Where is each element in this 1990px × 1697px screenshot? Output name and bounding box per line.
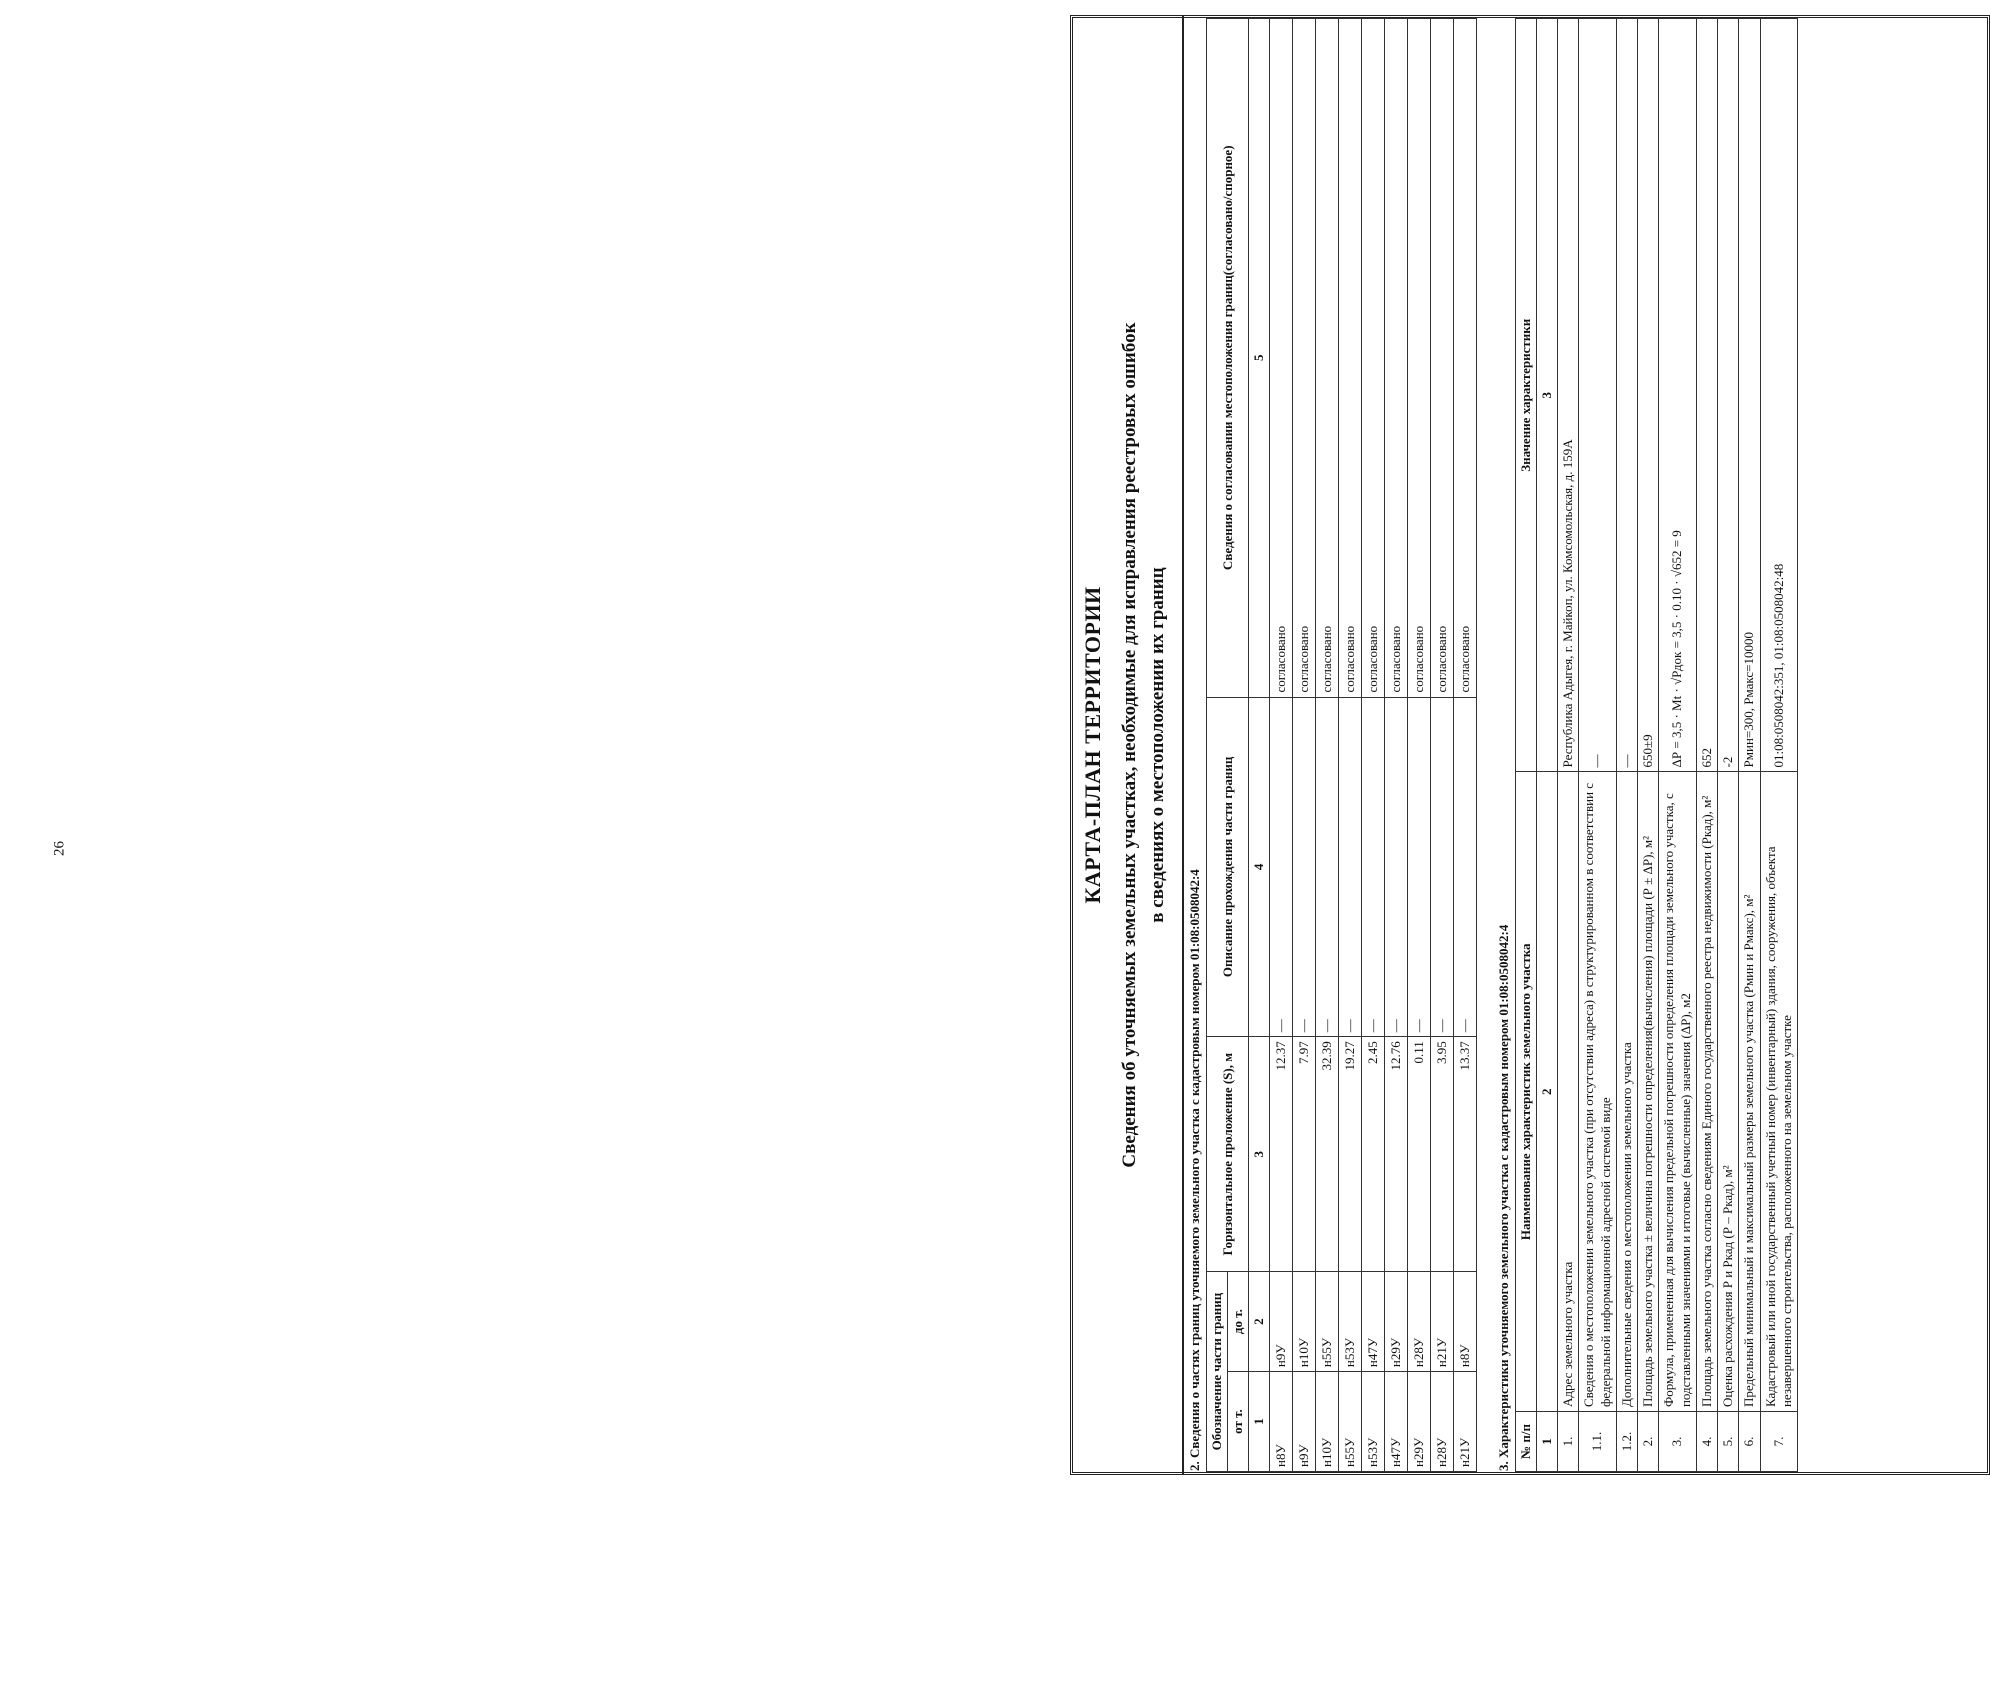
section2-heading: 2. Сведения о частях границ уточняемого земельного участка с кадастровым номером 01:08:0508042:4 xyxy=(1187,869,1202,1471)
cell-num: 7. xyxy=(1760,1412,1798,1472)
cell-agreement: согласовано xyxy=(1339,19,1362,698)
cell-description: — xyxy=(1385,697,1408,1037)
cell-value: — xyxy=(1616,19,1637,772)
cell-agreement: согласовано xyxy=(1316,19,1339,698)
cell-num: 5. xyxy=(1718,1412,1739,1472)
col-number: 3 xyxy=(1249,1037,1270,1272)
col-number: 2 xyxy=(1249,1272,1270,1372)
cell-name: Сведения о местоположении земельного участка (при отсутствии адреса) в структурированном в соответствии с федеральной информационной адресной системой виде xyxy=(1579,772,1617,1412)
cell-value: -2 xyxy=(1718,19,1739,772)
cell-value: 650±9 xyxy=(1638,19,1659,772)
title-block xyxy=(1070,15,1184,1475)
cell-to: н28У xyxy=(1408,1272,1431,1372)
cell-from: н10У xyxy=(1316,1372,1339,1472)
header-horizontal: Горизонтальное проложение (S), м xyxy=(1207,1037,1249,1272)
cell-description: — xyxy=(1454,697,1477,1037)
cell-to: н9У xyxy=(1270,1272,1293,1372)
cell-num: 3. xyxy=(1659,1412,1697,1472)
header-designation: Обозначение части границ xyxy=(1207,1272,1228,1472)
cell-num: 1.2. xyxy=(1616,1412,1637,1472)
header-num: № п/п xyxy=(1516,1412,1537,1472)
cell-to: н53У xyxy=(1339,1272,1362,1372)
cell-num: 6. xyxy=(1739,1412,1760,1472)
table-row xyxy=(1696,19,1717,1472)
cell-formula: ΔР = 3,5 · Mt · √Рдок = 3,5 · 0.10 · √652 = 9 xyxy=(1659,19,1697,772)
cell-name: Формула, примененная для вычисления предельной погрешности определения площади земельного участка, с подставленными значениями и итоговые (вычисленные) значения (ΔР), м2 xyxy=(1659,772,1697,1412)
cell-from: н47У xyxy=(1385,1372,1408,1472)
page-number: 26 xyxy=(51,841,68,856)
cell-horizontal: 32.39 xyxy=(1316,1037,1339,1272)
col-number: 1 xyxy=(1249,1372,1270,1472)
header-agreement: Сведения о согласовании местоположения границ(согласовано/спорное) xyxy=(1207,19,1249,698)
table-row xyxy=(1408,19,1431,1472)
table-row xyxy=(1339,19,1362,1472)
table-row xyxy=(1454,19,1477,1472)
cell-horizontal: 13.37 xyxy=(1454,1037,1477,1272)
cell-value: — xyxy=(1579,19,1617,772)
cell-to: н47У xyxy=(1362,1272,1385,1372)
cell-to: н10У xyxy=(1293,1272,1316,1372)
cell-agreement: согласовано xyxy=(1408,19,1431,698)
table-row xyxy=(1579,19,1617,1472)
header-name: Наименование характеристик земельного участка xyxy=(1516,772,1537,1412)
section3-heading: 3. Характеристики уточняемого земельного участка с кадастровым номером 01:08:0508042:4 xyxy=(1496,924,1511,1471)
cell-from: н29У xyxy=(1408,1372,1431,1472)
cell-description: — xyxy=(1339,697,1362,1037)
header-from: от т. xyxy=(1228,1372,1249,1472)
cell-from: н55У xyxy=(1339,1372,1362,1472)
cell-agreement: согласовано xyxy=(1270,19,1293,698)
table-row xyxy=(1293,19,1316,1472)
cell-name: Дополнительные сведения о местоположении земельного участка xyxy=(1616,772,1637,1412)
cell-to: н21У xyxy=(1431,1272,1454,1372)
cell-num: 1. xyxy=(1558,1412,1579,1472)
table-row xyxy=(1270,19,1293,1472)
cell-from: н53У xyxy=(1362,1372,1385,1472)
cell-from: н8У xyxy=(1270,1372,1293,1472)
header-to: до т. xyxy=(1228,1272,1249,1372)
document-title: КАРТА-ПЛАН ТЕРРИТОРИИ xyxy=(1080,586,1105,904)
document-subtitle xyxy=(1116,15,1171,1475)
cell-from: н28У xyxy=(1431,1372,1454,1472)
cell-horizontal: 12.37 xyxy=(1270,1037,1293,1272)
cell-agreement: согласовано xyxy=(1431,19,1454,698)
characteristics-table xyxy=(1515,18,1798,1472)
cell-agreement: согласовано xyxy=(1385,19,1408,698)
header-description: Описание прохождения части границ xyxy=(1207,697,1249,1037)
cell-agreement: согласовано xyxy=(1362,19,1385,698)
cell-name: Предельный минимальный и максимальный размеры земельного участка (Рмин и Рмакс), м² xyxy=(1739,772,1760,1412)
table-row xyxy=(1431,19,1454,1472)
table-row xyxy=(1362,19,1385,1472)
subtitle-line-2: в сведениях о местоположении их границ xyxy=(1146,567,1168,923)
table-row xyxy=(1616,19,1637,1472)
cell-from: н9У xyxy=(1293,1372,1316,1472)
col-number: 2 xyxy=(1537,772,1558,1412)
cell-value: Рмин=300, Рмакс=10000 xyxy=(1739,19,1760,772)
table-row xyxy=(1739,19,1760,1472)
header-value: Значение характеристики xyxy=(1516,19,1537,772)
cell-num: 2. xyxy=(1638,1412,1659,1472)
cell-num: 4. xyxy=(1696,1412,1717,1472)
table-row xyxy=(1385,19,1408,1472)
cell-name: Кадастровый или иной государственный учетный номер (инвентарный) здания, сооружения, объекта незавершенного строительства, расположенного на земельном участке xyxy=(1760,772,1798,1412)
document-body xyxy=(1182,15,1798,1475)
table-row xyxy=(1316,19,1339,1472)
cell-horizontal: 2.45 xyxy=(1362,1037,1385,1272)
cell-from: н21У xyxy=(1454,1372,1477,1472)
cell-value: Республика Адыгея, г. Майкоп, ул. Комсомольская, д. 159А xyxy=(1558,19,1579,772)
cell-horizontal: 3.95 xyxy=(1431,1037,1454,1272)
cell-value: 652 xyxy=(1696,19,1717,772)
cell-name: Адрес земельного участка xyxy=(1558,772,1579,1412)
table-row xyxy=(1638,19,1659,1472)
table-row xyxy=(1760,19,1798,1472)
cell-agreement: согласовано xyxy=(1293,19,1316,698)
cell-to: н8У xyxy=(1454,1272,1477,1372)
table-row xyxy=(1718,19,1739,1472)
cell-name: Площадь земельного участка согласно сведениям Единого государственного реестра недвижимости (Ркад), м² xyxy=(1696,772,1717,1412)
cell-to: н29У xyxy=(1385,1272,1408,1372)
landscape-sheet xyxy=(1070,15,1990,1475)
cell-description: — xyxy=(1362,697,1385,1037)
cell-horizontal: 19.27 xyxy=(1339,1037,1362,1272)
cell-description: — xyxy=(1270,697,1293,1037)
col-number: 1 xyxy=(1537,1412,1558,1472)
table-row xyxy=(1659,19,1697,1472)
cell-description: — xyxy=(1408,697,1431,1037)
cell-num: 1.1. xyxy=(1579,1412,1617,1472)
cell-to: н55У xyxy=(1316,1272,1339,1372)
col-number: 5 xyxy=(1249,19,1270,698)
cell-name: Оценка расхождения Р и Ркад (Р – Ркад), м² xyxy=(1718,772,1739,1412)
cell-value: 01:08:0508042:351, 01:08:0508042:48 xyxy=(1760,19,1798,772)
cell-agreement: согласовано xyxy=(1454,19,1477,698)
table-row xyxy=(1558,19,1579,1472)
cell-description: — xyxy=(1431,697,1454,1037)
subtitle-line-1: Сведения об уточняемых земельных участках, необходимые для исправления реестровых ошибок xyxy=(1119,322,1140,1168)
cell-horizontal: 0.11 xyxy=(1408,1037,1431,1272)
cell-horizontal: 12.76 xyxy=(1385,1037,1408,1272)
boundary-parts-table xyxy=(1206,18,1477,1472)
col-number: 4 xyxy=(1249,697,1270,1037)
cell-name: Площадь земельного участка ± величина погрешности определения(вычисления) площади (Р ± ΔР), м² xyxy=(1638,772,1659,1412)
cell-description: — xyxy=(1316,697,1339,1037)
col-number: 3 xyxy=(1537,19,1558,772)
cell-horizontal: 7.97 xyxy=(1293,1037,1316,1272)
cell-description: — xyxy=(1293,697,1316,1037)
